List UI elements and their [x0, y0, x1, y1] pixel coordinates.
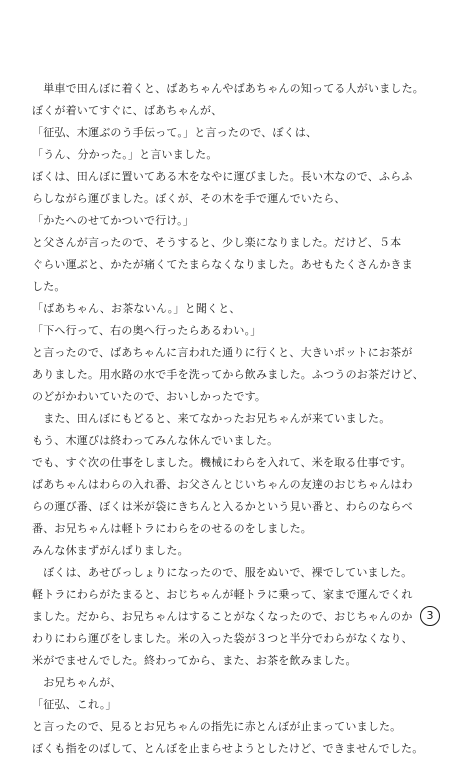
- text-line: した。: [32, 280, 66, 293]
- text-line: 「征弘、木運ぶのう手伝って。」と言ったので、ぼくは、: [32, 126, 318, 139]
- text-line: ありました。用水路の水で手を洗ってから飲みました。ふつうのお茶だけど、: [32, 368, 424, 381]
- text-line: 軽トラにわらがたまると、おじちゃんが軽トラに乗って、家まで運んでくれ: [32, 588, 413, 601]
- text-line: ぼくは、田んぼに置いてある木をなやに運びました。長い木なので、ふらふ: [32, 170, 413, 183]
- text-line: わりにわら運びをしました。米の入った袋が３つと半分でわらがなくなり、: [32, 632, 413, 645]
- text-line: らしながら運びました。ぼくが、その木を手で運んでいたら、: [32, 192, 346, 205]
- text-line: らの運び番、ぼくは米が袋にきちんと入るかという見い番と、わらのならべ: [32, 500, 413, 513]
- text-line: 「ばあちゃん、お茶ないん。」と聞くと、: [32, 302, 241, 315]
- text-line: お兄ちゃんが、: [32, 676, 122, 689]
- text-line: ました。だから、お兄ちゃんはすることがなくなったので、おじちゃんのか: [32, 610, 413, 623]
- text-line: ぐらい運ぶと、かたが痛くてたまらなくなりました。あせもたくさんかきま: [32, 258, 413, 271]
- text-line: 単車で田んぼに着くと、ばあちゃんやばあちゃんの知ってる人がいました。: [32, 82, 424, 95]
- text-line: 「かたへのせてかついで行け。」: [32, 214, 195, 227]
- text-line: 「征弘、これ。」: [32, 698, 117, 711]
- text-line: また、田んぼにもどると、来てなかったお兄ちゃんが来ていました。: [32, 412, 391, 425]
- text-line: でも、すぐ次の仕事をしました。機械にわらを入れて、米を取る仕事です。: [32, 456, 412, 469]
- text-line: 番、お兄ちゃんは軽トラにわらをのせるのをしました。: [32, 522, 312, 535]
- text-line: ばあちゃんはわらの入れ番、お父さんとじいちゃんの友達のおじちゃんはわ: [32, 478, 413, 491]
- page-number: 3: [420, 606, 440, 626]
- text-line: と言ったので、見るとお兄ちゃんの指先に赤とんぼが止まっていました。: [32, 720, 402, 733]
- text-line: 「うん、分かった。」と言いました。: [32, 148, 218, 161]
- text-line: ぼくが着いてすぐに、ばあちゃんが、: [32, 104, 223, 117]
- text-line: みんな休まずがんばりました。: [32, 544, 189, 557]
- text-line: と言ったので、ばあちゃんに言われた通りに行くと、大きいポットにお茶が: [32, 346, 413, 359]
- text-line: ぼくも指をのばして、とんぼを止まらせようとしたけど、できませんでした。: [32, 742, 424, 755]
- text-line: もう、木運びは終わってみんな休んでいました。: [32, 434, 279, 447]
- text-line: 米がでませんでした。終わってから、また、お茶を飲みました。: [32, 654, 357, 667]
- text-line: のどがかわいていたので、おいしかったです。: [32, 390, 267, 403]
- text-line: と父さんが言ったので、そうすると、少し楽になりました。だけど、５本: [32, 236, 402, 249]
- text-line: 「下へ行って、右の奥へ行ったらあるわい。」: [32, 324, 262, 337]
- text-line: ぼくは、あせびっしょりになったので、服をぬいで、裸でしていました。: [32, 566, 413, 579]
